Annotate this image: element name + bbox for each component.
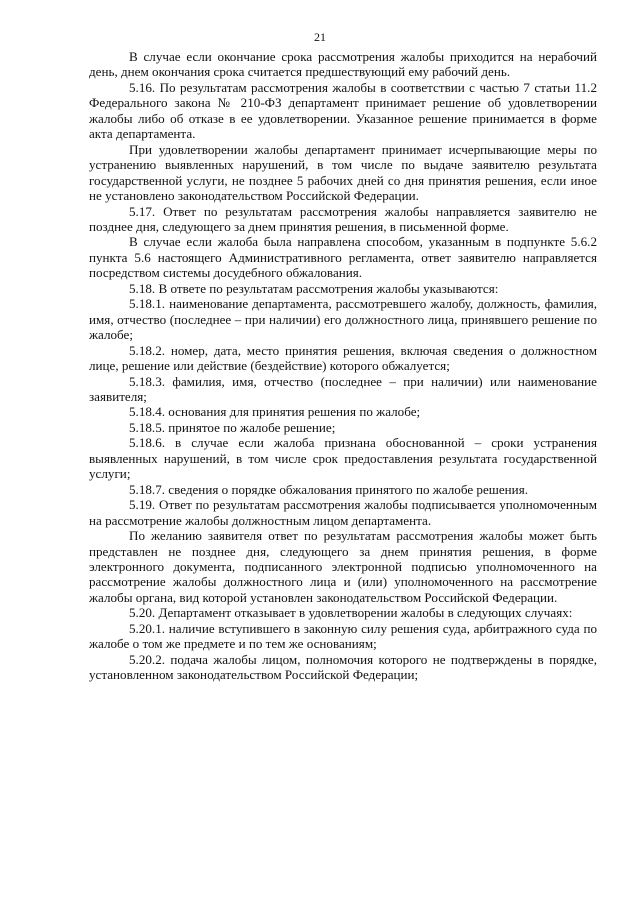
paragraph-5-20-2: 5.20.2. подача жалобы лицом, полномочия которого не подтверждены в порядке, установленном законодательством Российской Федерации;: [89, 651, 597, 683]
paragraph-5-18-7: 5.18.7. сведения о порядке обжалования принятого по жалобе решения.: [129, 481, 528, 497]
paragraph-5-18-2: 5.18.2. номер, дата, место принятия решения, включая сведения о должностном лице, решение или действие (бездействие) которого обжалуется;: [89, 342, 597, 374]
paragraph-5-18-4: 5.18.4. основания для принятия решения по жалобе;: [129, 404, 421, 420]
paragraph-satisfaction-measures: При удовлетворении жалобы департамент принимает исчерпывающие меры по устранению выявленных нарушений, в том числе по выдаче заявителю результата государственной услуги, не позднее 5 рабочих дней со дня принятия решения, если иное не установлено законодательством Российской Федерации.: [89, 141, 597, 204]
paragraph-5-17: 5.17. Ответ по результатам рассмотрения жалобы направляется заявителю не позднее дня, следующего за днем принятия решения, в письменной форме.: [89, 203, 597, 234]
paragraph-5-18: 5.18. В ответе по результатам рассмотрения жалобы указываются:: [129, 280, 499, 296]
paragraph-deadline-holiday: В случае если окончание срока рассмотрения жалобы приходится на нерабочий день, днем окончания срока считается предшествующий ему рабочий день.: [89, 49, 597, 80]
paragraph-5-20: 5.20. Департамент отказывает в удовлетворении жалобы в следующих случаях:: [129, 605, 573, 621]
paragraph-5-18-1: 5.18.1. наименование департамента, рассмотревшего жалобу, должность, фамилия, имя, отчество (последнее – при наличии) его должностного лица, принявшего решение по жалобе;: [89, 296, 597, 343]
paragraph-5-18-3: 5.18.3. фамилия, имя, отчество (последнее – при наличии) или наименование заявителя;: [89, 373, 597, 404]
page-number: 21: [314, 30, 326, 44]
paragraph-pretrial-system: В случае если жалоба была направлена способом, указанным в подпункте 5.6.2 пункта 5.6 настоящего Административного регламента, ответ заявителю направляется посредством системы досудебного обжалования.: [89, 234, 597, 281]
paragraph-5-18-5: 5.18.5. принятое по жалобе решение;: [129, 419, 336, 435]
paragraph-electronic-response: По желанию заявителя ответ по результатам рассмотрения жалобы может быть представлен не позднее дня, следующего за днем принятия решения, в форме электронного документа, подписанного электронной подписью уполномоченного на рассмотрение жалобы должностного лица и (или) уполномоченного на рассмотрение жалобы органа, вид которой установлен законодательством Российской Федерации.: [89, 528, 597, 605]
document-body: [89, 49, 597, 683]
paragraph-5-16: 5.16. По результатам рассмотрения жалобы в соответствии с частью 7 статьи 11.2 Федерального закона № 210-ФЗ департамент принимает решение об удовлетворении жалобы либо об отказе в ее удовлетворении. Указанное решение принимается в форме акта департамента.: [89, 79, 597, 142]
paragraph-5-20-1: 5.20.1. наличие вступившего в законную силу решения суда, арбитражного суда по жалобе о том же предмете и по тем же основаниям;: [89, 620, 597, 652]
paragraph-5-18-6: 5.18.6. в случае если жалоба признана обоснованной – сроки устранения выявленных нарушений, в том числе срок предоставления результата государственной услуги;: [89, 435, 597, 482]
paragraph-5-19: 5.19. Ответ по результатам рассмотрения жалобы подписывается уполномоченным на рассмотрение жалобы должностным лицом департамента.: [89, 497, 597, 528]
